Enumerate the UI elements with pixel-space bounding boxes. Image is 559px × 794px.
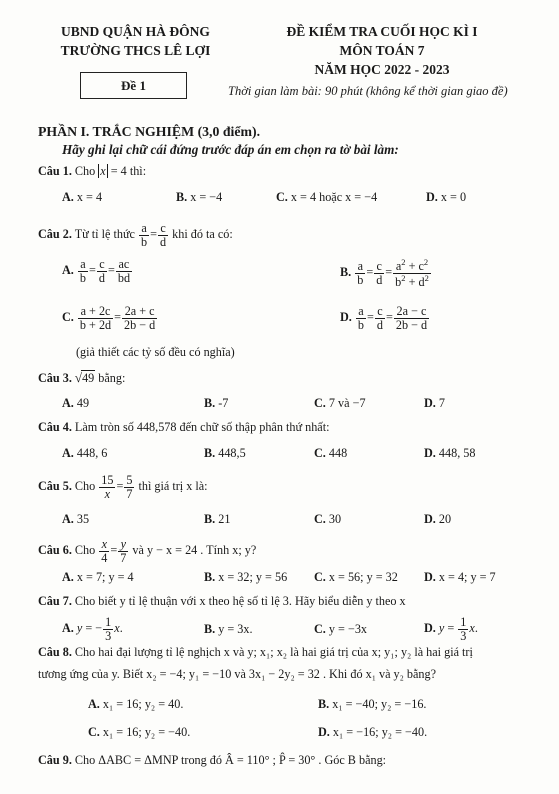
school-header: [28, 22, 243, 60]
question-2: Câu 2. Từ tỉ lệ thức $\frac{a}{b}$ = $\frac{c}{d}$ khi đó ta có:: [38, 221, 233, 249]
q7-option-b: B. y = 3x.: [204, 622, 253, 636]
q2-option-b: B. $\frac{a}{b}$ = $\frac{c}{d}$ = $\frac{a^2 + c^2}{b^2 + d^2}$: [340, 257, 429, 289]
q1-option-a: A. x = 4: [62, 190, 103, 204]
question-7: Câu 7. Cho biết y tỉ lệ thuận với x theo hệ số tỉ lệ 3. Hãy biểu diễn y theo x: [38, 594, 406, 608]
q2-note: (giả thiết các tỷ số đều có nghĩa): [76, 345, 235, 359]
section-instruction: Hãy ghi lại chữ cái đứng trước đáp án em chọn ra tờ bài làm:: [62, 142, 399, 157]
question-6: Câu 6. Cho $\frac{x}{4}$ = $\frac{y}{7}$ và y − x = 24 . Tính x; y?: [38, 537, 257, 565]
question-8-line-1: Câu 8. Cho hai đại lượng tỉ lệ nghịch x và y; x₁; x₂ là hai giá trị của x; y₁; y₂ là hai giá trị: [38, 645, 473, 659]
q6-option-b: B. x = 32; y = 56: [204, 570, 288, 584]
q1-option-b: B. x = −4: [176, 190, 223, 204]
q4-option-c: C. 448: [314, 446, 348, 460]
q5-option-b: B. 21: [204, 512, 231, 526]
q2-option-a: A. $\frac{a}{b}$ = $\frac{c}{d}$ = $\frac{ac}{bd}$: [62, 257, 131, 285]
fraction: $\frac{c}{d}$: [159, 221, 167, 249]
q7-option-d: D. y = $\frac{1}{3}$ x.: [424, 615, 478, 643]
question-3: Câu 3. √49 bằng:: [38, 370, 126, 385]
q3-option-c: C. 7 và −7: [314, 396, 366, 410]
q7-option-a: A. y = − $\frac{1}{3}$ x.: [62, 615, 123, 643]
q7-option-c: C. y = −3x: [314, 622, 368, 636]
q2-option-d: D. $\frac{a}{b}$ = $\frac{c}{d}$ = $\frac{2a - c}{2b - d}$: [340, 304, 428, 332]
q6-option-d: D. x = 4; y = 7: [424, 570, 496, 584]
q6-option-a: A. x = 7; y = 4: [62, 570, 134, 584]
q5-option-d: D. 20: [424, 512, 452, 526]
q3-option-d: D. 7: [424, 396, 445, 410]
q1-option-c: C. x = 4 hoặc x = −4: [276, 190, 378, 204]
q4-option-b: B. 448,5: [204, 446, 246, 460]
q5-option-c: C. 30: [314, 512, 342, 526]
q4-option-a: A. 448, 6: [62, 446, 108, 460]
district-name: UBND QUẬN HÀ ĐÔNG: [61, 24, 210, 39]
exam-code-box: Đề 1: [80, 72, 187, 99]
q8-option-a: A. x₁ = 16; y₂ = 40.: [88, 697, 184, 711]
question-9: Câu 9. Cho ΔABC = ΔMNP trong đó Â = 110° ; P̂ = 30° . Góc B bằng:: [38, 753, 387, 767]
section-title: PHẦN I. TRẮC NGHIỆM (3,0 điểm).: [38, 124, 261, 139]
q1-option-d: D. x = 0: [426, 190, 467, 204]
exam-title: ĐỀ KIỂM TRA CUỐI HỌC KÌ I: [286, 24, 478, 39]
question-5: Câu 5. Cho $\frac{15}{x}$ = $\frac{5}{7}$ thì giá trị x là:: [38, 473, 208, 501]
question-1: Câu 1. Cho x = 4 thì:: [38, 164, 147, 178]
q2-option-c: C. $\frac{a + 2c}{b + 2d}$ = $\frac{2a + c}{2b - d}$: [62, 304, 156, 332]
question-8-line-2: tương ứng của y. Biết x₂ = −4; y₁ = −10 và 3x₁ − 2y₂ = 32 . Khi đó x₁ và y₂ bằng?: [38, 667, 437, 681]
q8-option-d: D. x₁ = −16; y₂ = −40.: [318, 725, 428, 739]
subject: MÔN TOÁN 7: [339, 43, 425, 58]
q8-option-b: B. x₁ = −40; y₂ = −16.: [318, 697, 427, 711]
time-note: Thời gian làm bài: 90 phút (không kể thời gian giao đề): [228, 84, 508, 98]
q4-option-d: D. 448, 58: [424, 446, 476, 460]
q8-option-c: C. x₁ = 16; y₂ = −40.: [88, 725, 191, 739]
school-name: TRƯỜNG THCS LÊ LỢI: [60, 43, 211, 58]
school-year: NĂM HỌC 2022 - 2023: [314, 62, 450, 77]
q6-option-c: C. x = 56; y = 32: [314, 570, 398, 584]
question-4: Câu 4. Làm tròn số 448,578 đến chữ số thập phân thứ nhất:: [38, 420, 330, 434]
q3-option-a: A. 49: [62, 396, 90, 410]
q3-option-b: B. -7: [204, 396, 229, 410]
exam-header: [232, 22, 532, 79]
fraction: $\frac{a}{b}$: [141, 221, 148, 249]
q5-option-a: A. 35: [62, 512, 90, 526]
